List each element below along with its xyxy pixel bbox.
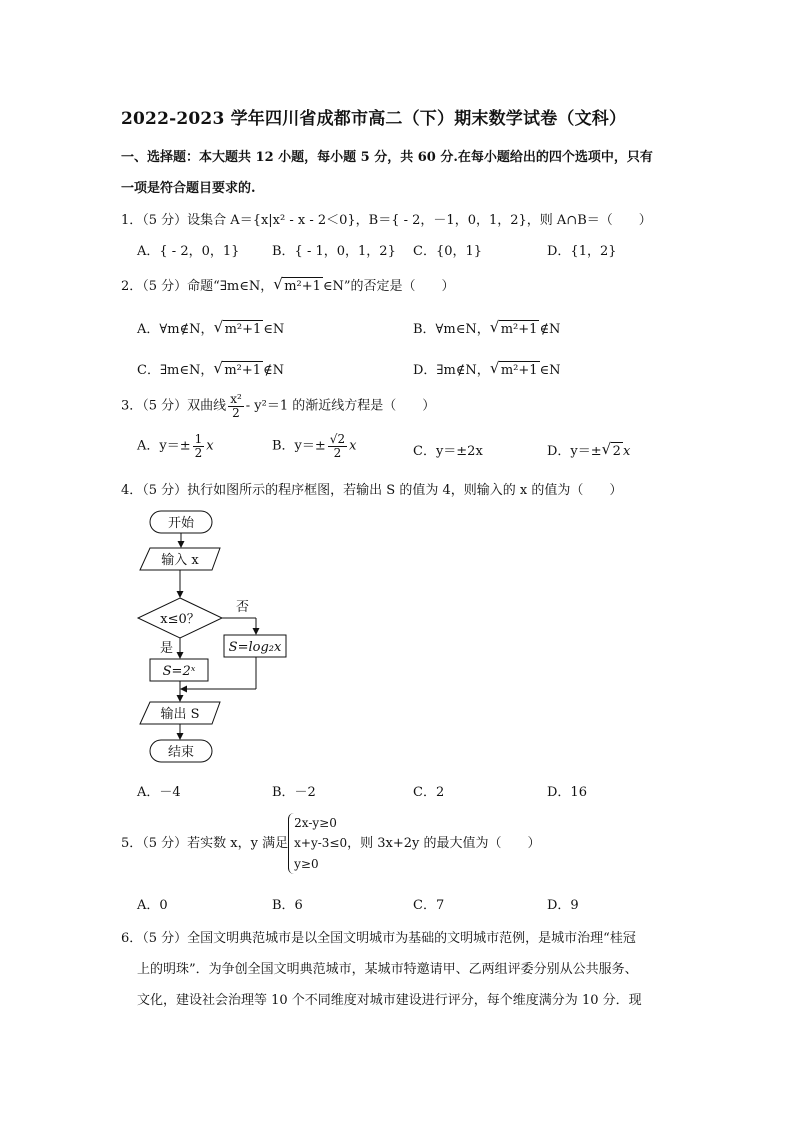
question-6-line-1: 6．（5 分）全国文明典范城市是以全国文明城市为基础的文明城市范例，是城市治理“桂冠 [121,931,636,946]
question-2-option-a[interactable]: A．∀m∉N， √ m²+1 ∈N [137,318,285,337]
page-title: 2022-2023 学年四川省成都市高二（下）期末数学试卷（文科） [121,109,627,129]
flow-start-label: 开始 [167,516,195,531]
question-3-option-b[interactable]: B．y＝± $\frac{√2}{2}$ x [272,432,357,460]
question-1-stem: 1．（5 分）设集合 A＝{x|x² - x - 2＜0}，B＝{ - 2，－1，0，1，2}，则 A∩B＝（ ） [121,213,652,228]
section-heading: 一、选择题：本大题共 12 小题，每小题 5 分，共 60 分.在每小题给出的四个选项中，只有 [121,150,653,165]
question-6-line-2: 上的明珠”．为争创全国文明典范城市，某城市特邀请甲、乙两组评委分别从公共服务、 [137,962,638,977]
flow-decision-label: x≤0？ [160,612,200,627]
question-4-stem: 4．（5 分）执行如图所示的程序框图，若输出 S 的值为 4，则输入的 x 的值为（ ） [121,483,623,498]
flow-end-label: 结束 [167,745,195,760]
question-2-option-b[interactable]: B．∀m∈N， √ m²+1 ∉N [413,318,561,337]
question-3-option-a[interactable]: A．y＝± $\frac{1}{2}$ x [137,432,214,460]
question-3-option-c[interactable]: C．y＝±2x [413,444,483,459]
question-1-option-b[interactable]: B．{ - 1，0，1，2} [272,244,396,259]
question-5-option-a[interactable]: A．0 [137,898,168,913]
section-heading-cont: 一项是符合题目要求的. [121,181,256,196]
question-3-stem: 3．（5 分）双曲线 $\frac{\text{x²}}{2}$ - y²＝1 的渐近线方程是（ ） [121,392,436,420]
question-5-option-b[interactable]: B．6 [272,898,303,913]
sqrt-expression: √ m²+1 [273,275,321,294]
flow-yes-label: 是 [160,641,174,656]
inequality-system: 2x-y≥0 x+y-3≤0 y≥0 [288,813,347,874]
flow-exp-label: S=2ˣ [162,664,196,679]
q2-stem-suffix: ∈N”的否定是（ ） [322,279,455,294]
flow-output-label: 输出 S [160,707,200,722]
flow-input-label: 输入 x [161,553,199,568]
question-1-option-a[interactable]: A．{ - 2，0，1} [137,244,240,259]
question-5-option-d[interactable]: D．9 [547,898,579,913]
question-5-stem: 5．（5 分）若实数 x，y 满足 2x-y≥0 x+y-3≤0 y≥0 ，则 3x+2y 的最大值为（ ） [121,813,541,874]
flow-log-label: S=log₂x [228,640,282,655]
question-6-line-3: 文化，建设社会治理等 10 个不同维度对城市建设进行评分，每个维度满分为 10 分．现 [137,993,642,1008]
question-3-option-d[interactable]: D．y＝± √ 2 x [547,440,631,459]
flowchart-diagram [128,503,288,768]
question-2-option-d[interactable]: D．∃m∉N， √ m²+1 ∈N [413,359,561,378]
question-4-option-a[interactable]: A．－4 [137,785,181,800]
question-4-option-c[interactable]: C．2 [413,785,445,800]
question-4-option-b[interactable]: B．－2 [272,785,316,800]
question-2-stem [121,275,455,294]
fraction: $\frac{\text{x²}}{2}$ [230,392,242,420]
question-4-option-d[interactable]: D．16 [547,785,587,800]
question-1-option-c[interactable]: C．{0，1} [413,244,483,259]
q2-stem-prefix: 2．（5 分）命题“∃m∈N， [121,279,274,294]
flow-no-label: 否 [236,600,250,615]
question-2-option-c[interactable]: C．∃m∈N， √ m²+1 ∉N [137,359,285,378]
question-5-option-c[interactable]: C．7 [413,898,445,913]
question-1-option-d[interactable]: D．{1，2} [547,244,617,259]
